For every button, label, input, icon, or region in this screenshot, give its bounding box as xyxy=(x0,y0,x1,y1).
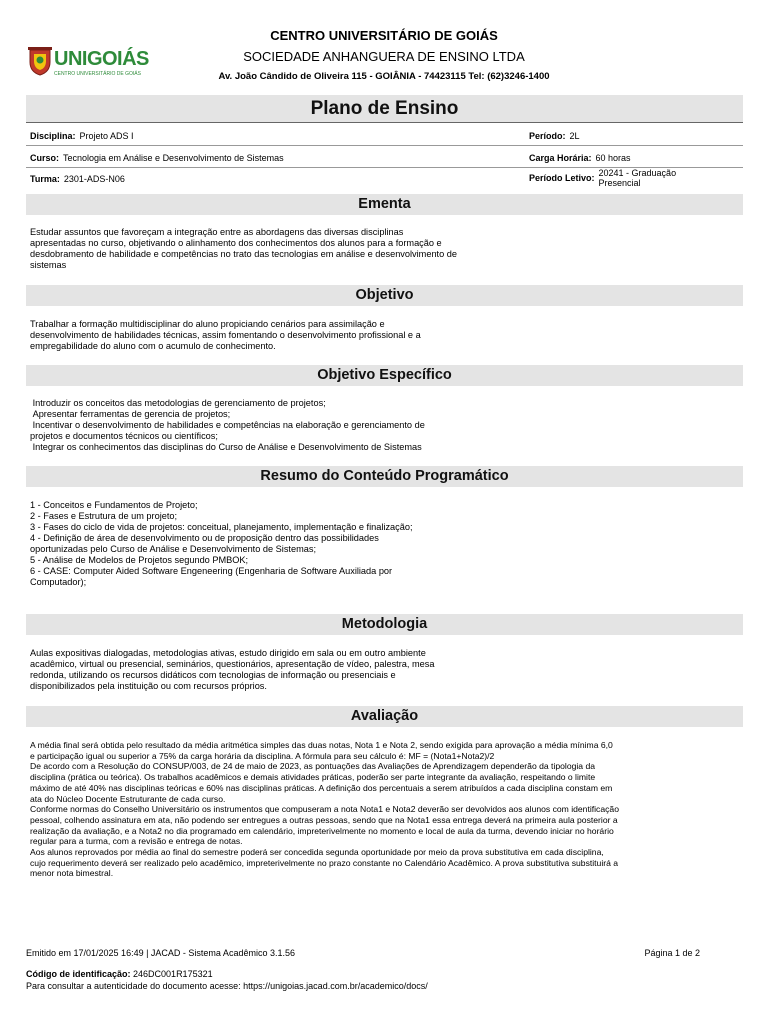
carga-value: 60 horas xyxy=(595,153,631,163)
avaliacao-text xyxy=(30,740,740,879)
objetivo-especifico-text xyxy=(30,398,510,453)
resumo-text xyxy=(30,500,480,588)
letivo-value: 20241 - Graduação Presencial xyxy=(598,168,677,188)
text-line: 6 - CASE: Computer Aided Software Engeneering (Engenharia de Software Auxiliada por xyxy=(30,566,393,576)
text-line: Incentivar o desenvolvimento de habilidades e competências na elaboração e gerenciamento de xyxy=(30,420,425,430)
text-line: Integrar os conhecimentos das disciplinas do Curso de Análise e Desenvolvimento de Sistemas xyxy=(30,442,422,452)
divider xyxy=(26,145,743,146)
section-title-metodologia: Metodologia xyxy=(26,614,743,635)
text-line: redonda, utilizando os recursos didáticos com tecnologias de informação ou presenciais e xyxy=(30,670,396,680)
text-line: Estudar assuntos que favoreçam a integração entre as abordagens das diversas disciplinas xyxy=(30,227,404,237)
text-line: Apresentar ferramentas de gerencia de projetos; xyxy=(30,409,231,419)
turma-label: Turma: xyxy=(30,174,60,184)
text-line: Introduzir os conceitos das metodologias de gerenciamento de projetos; xyxy=(30,398,326,408)
text-line: 1 - Conceitos e Fundamentos de Projeto; xyxy=(30,500,198,510)
institution-address: Av. João Cândido de Oliveira 115 - GOIÂNIA - 74423115 Tel: (62)3246-1400 xyxy=(218,71,550,82)
text-line: Computador); xyxy=(30,577,87,587)
codigo-label: Código de identificação: xyxy=(26,969,131,979)
text-line: e participação igual ou superior a 75% da carga horária da disciplina. A fórmula para seu cálculo é: MF = (Nota1+Nota2)/2 xyxy=(30,750,495,761)
metodologia-text xyxy=(30,648,500,692)
periodo-value: 2L xyxy=(569,131,580,141)
section-title-ementa: Ementa xyxy=(26,194,743,215)
emission-info: Emitido em 17/01/2025 16:49 | JACAD - Sistema Acadêmico 3.1.56 xyxy=(26,948,295,958)
text-line: A média final será obtida pelo resultado da média aritmética simples das duas notas, Nota 1 e Nota 2, sendo exigida para aprovação a média mínima 6,0 xyxy=(30,740,613,750)
page-number: Página 1 de 2 xyxy=(644,948,700,958)
section-title-avaliacao: Avaliação xyxy=(26,706,743,727)
codigo-value: 246DC001R175321 xyxy=(133,969,213,979)
field-periodo xyxy=(529,131,580,141)
text-line: disciplina (prática ou teórica). Os trabalhos acadêmicos e demais atividades práticas, poderão ser parte integrante da avaliação, respeitando o limite xyxy=(30,772,596,783)
turma-value: 2301-ADS-N06 xyxy=(63,174,125,184)
curso-value: Tecnologia em Análise e Desenvolvimento de Sistemas xyxy=(63,153,284,163)
logo-wordmark: UNIGOIÁS xyxy=(54,48,149,70)
disciplina-value: Projeto ADS I xyxy=(79,131,134,141)
field-periodo-letivo xyxy=(529,168,709,188)
carga-label: Carga Horária: xyxy=(529,153,592,163)
text-line: ata do Núcleo Docente Estruturante de cada curso. xyxy=(30,793,226,804)
page-title: Plano de Ensino xyxy=(26,95,743,123)
logo-subtext: CENTRO UNIVERSITÁRIO DE GOIÁS xyxy=(54,71,141,77)
text-line: desenvolvimento de habilidades técnicas, assim fomentando o desenvolvimento profissional e a xyxy=(30,330,421,340)
institution-name: CENTRO UNIVERSITÁRIO DE GOIÁS xyxy=(270,28,498,43)
text-line: realização da avaliação, e a Nota2 no dia programado em calendário, impreterivelmente no momento e local de aula da turma, devendo iniciar no horário xyxy=(30,825,614,836)
text-line: 4 - Definição de área de desenvolvimento ou de proposição dentro das possibilidades xyxy=(30,533,379,543)
company-name: SOCIEDADE ANHANGUERA DE ENSINO LTDA xyxy=(243,49,525,64)
text-line: 2 - Fases e Estrutura de um projeto; xyxy=(30,511,178,521)
text-line: menor nota bimestral. xyxy=(30,868,114,879)
text-line: Conforme normas do Conselho Universitário os instrumentos que compuseram a nota Nota1 e Nota2 deverão ser devolvidos aos alunos com identificação xyxy=(30,804,619,815)
ementa-text xyxy=(30,227,520,271)
document-header xyxy=(0,22,768,92)
text-line: acadêmico, virtual ou presencial, seminários, questionários, apresentação de vídeo, palestra, mesa xyxy=(30,659,435,669)
text-line: cujo requerimento deverá ser realizado pelo acadêmico, impreterivelmente no prazo constante no Calendário Acadêmico. A prova substitutiva substituirá a xyxy=(30,857,619,868)
text-line: 3 - Fases do ciclo de vida de projetos: conceitual, planejamento, implementação e finalização; xyxy=(30,522,413,532)
field-carga-horaria xyxy=(529,153,631,163)
letivo-label: Período Letivo: xyxy=(529,173,595,183)
text-line: sistemas xyxy=(30,260,67,270)
curso-label: Curso: xyxy=(30,153,59,163)
text-line: empregabilidade do aluno com o acumulo de conhecimento. xyxy=(30,341,276,351)
field-curso xyxy=(30,153,284,163)
text-line: desdobramento de habilidade e competências no trato das tecnologias em análise e desenvolvimento de xyxy=(30,249,457,259)
text-line: pessoal, colhendo assinatura em ata, não podendo ser entregues a outras pessoas, sendo que na Nota1 essa entrega deverá na primeira aula posterior a xyxy=(30,814,618,825)
text-line: 5 - Análise de Modelos de Projetos segundo PMBOK; xyxy=(30,555,249,565)
text-line: disponibilizados pela instituição ou com recursos próprios. xyxy=(30,681,267,691)
text-line: máximo de até 40% nas disciplinas teóricas e 60% nas disciplinas práticas. A definição dos percentuais a serem atribuídos a cada disciplina constam em xyxy=(30,782,613,793)
field-disciplina xyxy=(30,131,134,141)
text-line: Aulas expositivas dialogadas, metodologias ativas, estudo dirigido em sala ou em outro ambiente xyxy=(30,648,426,658)
periodo-label: Período: xyxy=(529,131,566,141)
section-title-objetivo-especifico: Objetivo Específico xyxy=(26,365,743,386)
section-title-objetivo: Objetivo xyxy=(26,285,743,306)
text-line: apresentadas no curso, objetivando o alinhamento dos conhecimentos dos alunos para a formação e xyxy=(30,238,442,248)
text-line: projetos e documentos técnicos ou científicos; xyxy=(30,431,218,441)
field-turma xyxy=(30,174,125,184)
text-line: regular para a turma, com a revisão e entrega de notas. xyxy=(30,836,243,847)
objetivo-text xyxy=(30,319,500,352)
authenticity-notice: Para consultar a autenticidade do documento acesse: https://unigoias.jacad.com.br/academico/docs/ xyxy=(26,981,428,991)
text-line: De acordo com a Resolução do CONSUP/003, de 24 de maio de 2023, as pontuações das Avaliações de Aprendizagem dependerão da tipologia da xyxy=(30,761,596,772)
text-line: oportunizadas pelo Curso de Análise e Desenvolvimento de Sistemas; xyxy=(30,544,316,554)
disciplina-label: Disciplina: xyxy=(30,131,76,141)
section-title-resumo: Resumo do Conteúdo Programático xyxy=(26,466,743,487)
identification-code xyxy=(26,969,213,979)
text-line: Trabalhar a formação multidisciplinar do aluno propiciando cenários para assimilação e xyxy=(30,319,385,329)
text-line: Aos alunos reprovados por média ao final do semestre poderá ser concedida segunda oportunidade por meio da prova substitutiva em cada disciplina, xyxy=(30,847,604,858)
